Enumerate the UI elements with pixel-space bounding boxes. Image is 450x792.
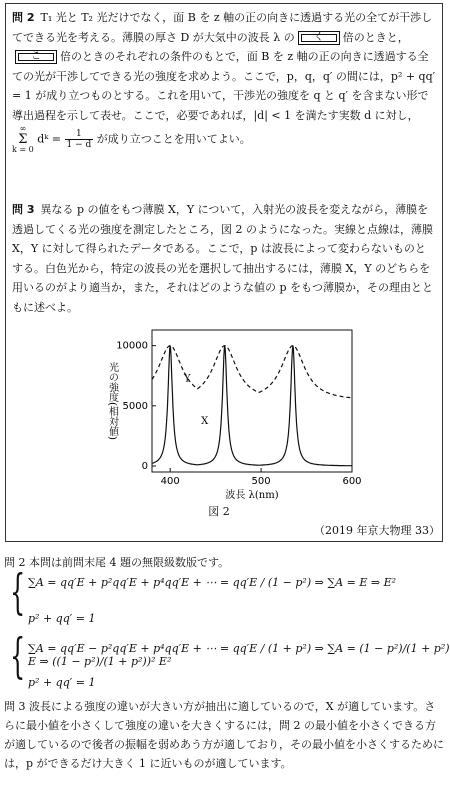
figure-caption: 図 2 <box>208 505 230 518</box>
series-x-label: X <box>201 415 209 427</box>
x-tick-label: 600 <box>342 476 362 487</box>
question-3-label: 問 3 <box>12 203 35 216</box>
series-x-line <box>152 346 352 466</box>
series-y-line <box>152 346 352 398</box>
sum-symbol: ∞ Σ k = 0 <box>12 124 34 154</box>
question-2 <box>12 8 436 154</box>
equation-1a: ∑A = qq′E + p²qq′E + p⁴qq′E + ⋯ = qq′E / (1 − p²) ⇒ ∑A = E ⇒ E² <box>28 576 397 589</box>
q3-text: 異なる p の値をもつ薄膜 X，Y について，入射光の波長を変えながら，薄膜を透過してくる光の強度を測定したところ，図 2 のようになった。実線と点線は，薄膜 X，Y に対して得られたデータである。ここで，p は波長によって変わらないものとする。白色光から，特定の波長の光を選択して抽出するには，薄膜 X，Y のどちらを用いるのがより適当か，また，それはどのような値の p をもつ薄膜か，その理由とともに述べよ。 <box>12 203 434 314</box>
q2-text-1: T₁ 光と T₂ 光だけでなく，面 B を z 軸の正の向きに透過する光の全てが干渉してできる光を考える。薄膜の厚さ D が大気中の波長 λ の <box>12 11 433 44</box>
q2-text-4: が成り立つことを用いてよい。 <box>96 132 251 146</box>
equation-1b: p² + qq′ = 1 <box>28 612 96 625</box>
figure-2-chart <box>100 320 370 500</box>
y-tick-label: 5000 <box>122 400 148 412</box>
source-citation: （2019 年京大物理 33） <box>314 524 440 537</box>
answer-box-ko[interactable]: こ <box>15 50 57 64</box>
x-axis-label: 波長 λ(nm) <box>225 490 279 500</box>
y-axis-label: 光の強度(相対値) <box>106 362 118 440</box>
question-3 <box>12 200 436 317</box>
equation-2b: p² + qq′ = 1 <box>28 676 96 689</box>
series-y-label: Y <box>183 373 191 385</box>
answer-2 <box>4 553 446 572</box>
sum-term: dᵏ = <box>37 132 62 146</box>
x-tick-label: 500 <box>251 476 271 487</box>
q2-text-3: 倍のときのそれぞれの条件のもとで，面 B を z 軸の正の向きに透過する全ての光が干渉してできる光の強度を求めよう。ここで，p，q，q′ の間には，p² + qq′ = 1 が成り立つものとする。これを用いて，干渉光の強度を q と q′ を含まない形で導出過程を示して表せ。ここで，必要であれば，|d| < 1 を満たす実数 d に対し， <box>12 50 436 122</box>
answer-box-ku[interactable]: く <box>298 31 340 45</box>
answer-2-intro: 問 2 本問は前問末尾 4 題の無限級数版です。 <box>4 556 230 569</box>
x-tick-label: 400 <box>160 476 180 487</box>
y-tick-label: 0 <box>141 460 148 472</box>
fraction: $\frac{1}{1 - d}$ <box>66 129 92 150</box>
plot-frame <box>152 330 352 472</box>
equation-2a: ∑A = qq′E − p²qq′E + p⁴qq′E + ⋯ = qq′E / (1 + p²) ⇒ ∑A = (1 − p²)/(1 + p²) E ⇒ ((1 − p²)/(1 + p²))² E² <box>28 642 450 668</box>
answer-3: 問 3 波長による強度の違いが大きい方が抽出に適しているので，X が適しています。さらに最小値を小さくして強度の違いを大きくするには，問 2 の最小値を小さくできる方が適しているので後者の振幅を弱めあう方が適しており，その最小値を小さくするためには，p ができるだけ大きく 1 に近いものが適しています。 <box>4 700 444 770</box>
q2-text-2: 倍のときと， <box>342 30 409 44</box>
y-tick-label: 10000 <box>116 340 148 352</box>
question-2-label: 問 2 <box>12 11 35 24</box>
